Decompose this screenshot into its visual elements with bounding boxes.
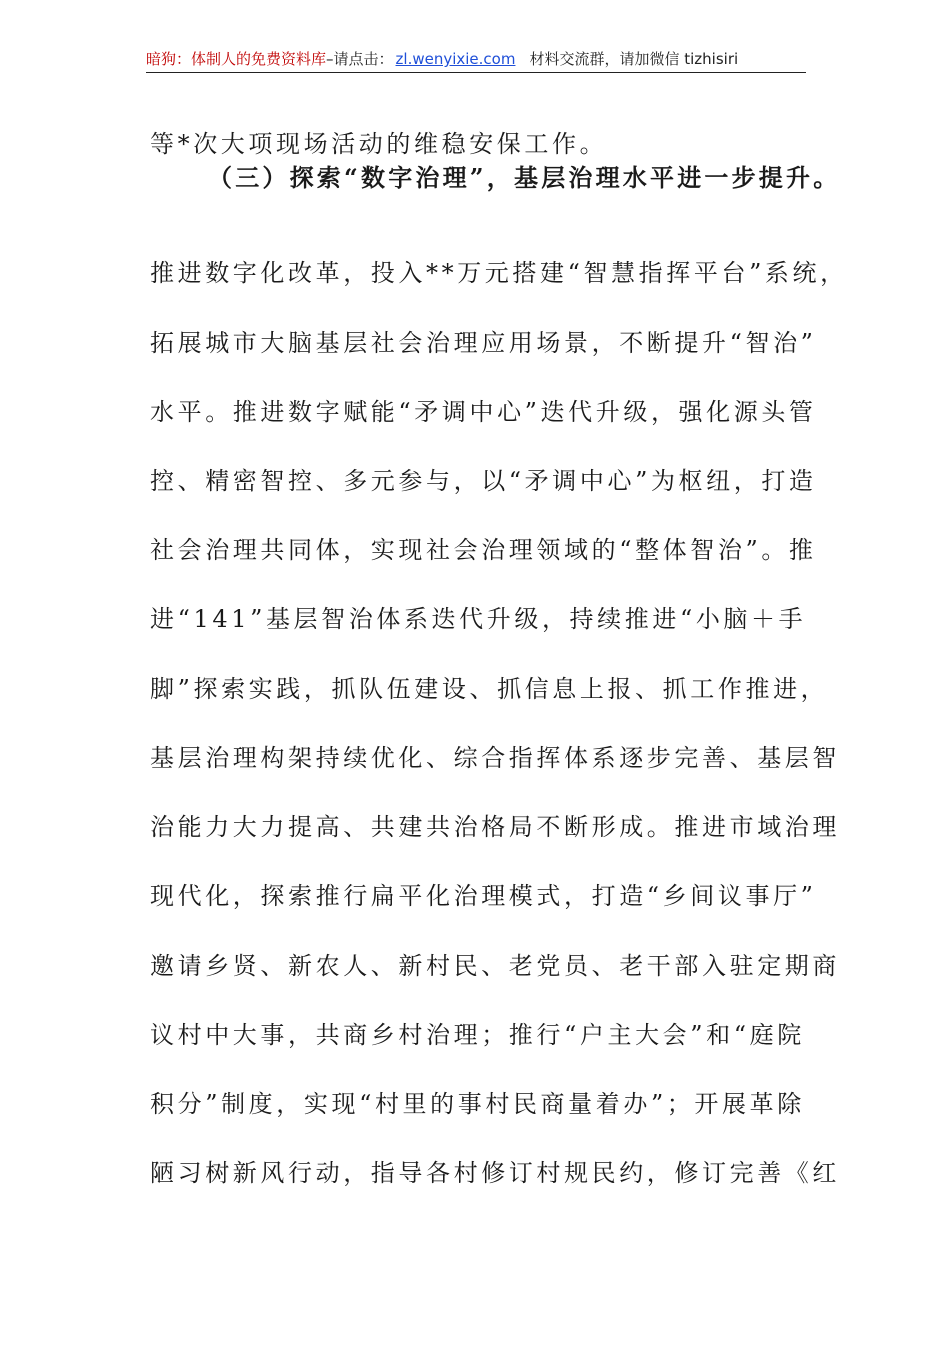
body-line: 拓展城市大脑基层社会治理应用场景，不断提升“智治” bbox=[150, 329, 817, 357]
header-link[interactable]: zl.wenyixie.com bbox=[395, 50, 516, 68]
body-line: 控、精密智控、多元参与，以“矛调中心”为枢纽，打造 bbox=[150, 467, 817, 495]
watermark-header bbox=[146, 46, 806, 73]
header-prompt: –请点击： bbox=[326, 50, 394, 68]
body-line: 等*次大项现场活动的维稳安保工作。 bbox=[150, 130, 608, 158]
body-line: 邀请乡贤、新农人、新村民、老党员、老干部入驻定期商 bbox=[150, 952, 840, 980]
body-line: 现代化，探索推行扁平化治理模式，打造“乡间议事厅” bbox=[150, 882, 817, 910]
body-line: 议村中大事，共商乡村治理；推行“户主大会”和“庭院 bbox=[150, 1021, 805, 1049]
body-line: 积分”制度，实现“村里的事村民商量着办”；开展革除 bbox=[150, 1090, 805, 1118]
body-line: 水平。推进数字赋能“矛调中心”迭代升级，强化源头管 bbox=[150, 398, 817, 426]
body-line: 推进数字化改革，投入**万元搭建“智慧指挥平台”系统， bbox=[150, 259, 848, 287]
body-line: 进“141”基层智治体系迭代升级，持续推进“小脑＋手 bbox=[150, 605, 807, 633]
body-line: 治能力大力提高、共建共治格局不断形成。推进市域治理 bbox=[150, 813, 840, 841]
body-line: 基层治理构架持续优化、综合指挥体系逐步完善、基层智 bbox=[150, 744, 840, 772]
header-brand: 暗狗：体制人的免费资料库 bbox=[146, 50, 327, 68]
body-line: 陋习树新风行动，指导各村修订村规民约，修订完善《红 bbox=[150, 1159, 840, 1187]
body-line: 脚”探索实践，抓队伍建设、抓信息上报、抓工作推进， bbox=[150, 675, 829, 703]
header-group-note: 材料交流群，请加微信 tizhisiri bbox=[529, 50, 739, 68]
section-heading: （三）探索“数字治理”，基层治理水平进一步提升。 bbox=[208, 163, 841, 192]
body-line: 社会治理共同体，实现社会治理领域的“整体智治”。推 bbox=[150, 536, 817, 564]
